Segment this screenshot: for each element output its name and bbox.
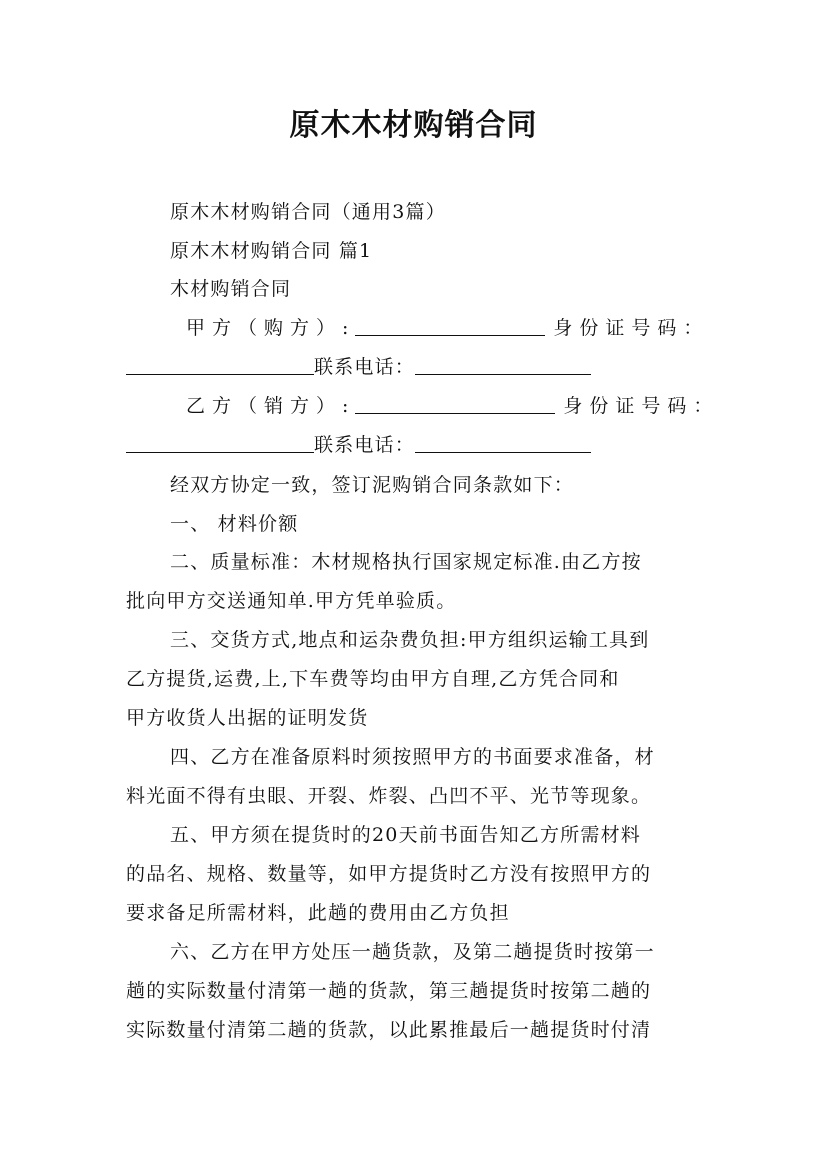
clause-3-line-2: 乙方提货,运费,上,下车费等均由甲方自理,乙方凭合同和 xyxy=(126,668,620,690)
subtitle-line: 原木木材购销合同（通用3篇） xyxy=(170,201,446,223)
clause-4-line-2: 料光面不得有虫眼、开裂、炸裂、凸凹不平、光节等现象。 xyxy=(126,785,652,807)
contract-name: 木材购销合同 xyxy=(170,278,292,300)
party-a-name-blank xyxy=(355,317,545,336)
clause-6-line-3: 实际数量付清第二趟的货款，以此累推最后一趟提货时付清 xyxy=(126,1019,652,1041)
party-a-id-label: 身份证号码： xyxy=(553,317,710,339)
party-b-phone-blank xyxy=(415,434,591,453)
party-b-name-blank xyxy=(355,395,555,414)
clause-6-line-2: 趟的实际数量付清第一趟的货款，第三趟提货时按第二趟的 xyxy=(126,980,652,1002)
clause-3-line-1: 三、交货方式,地点和运杂费负担:甲方组织运输工具到 xyxy=(170,629,650,651)
party-b-phone-label: 联系电话： xyxy=(314,434,416,456)
clause-5-line-2: 的品名、规格、数量等，如甲方提货时乙方没有按照甲方的 xyxy=(126,863,652,885)
party-a-phone-label: 联系电话： xyxy=(314,356,416,378)
clause-2-line-2: 批向甲方交送通知单.甲方凭单验质。 xyxy=(126,590,457,612)
document-title: 原木木材购销合同 xyxy=(289,108,538,143)
clause-3-line-3: 甲方收货人出据的证明发货 xyxy=(126,707,369,729)
party-b-id-label: 身份证号码： xyxy=(563,395,720,417)
party-b-label: 乙方（销方）: xyxy=(186,395,356,417)
clause-4-line-1: 四、乙方在准备原料时须按照甲方的书面要求准备，材 xyxy=(170,746,655,768)
section-heading: 原木木材购销合同 篇1 xyxy=(170,240,373,262)
party-b-id-blank xyxy=(126,434,314,453)
clause-1: 一、 材料价额 xyxy=(170,513,299,535)
party-a-phone-blank xyxy=(415,356,591,375)
party-a-id-blank xyxy=(126,356,314,375)
party-a-line-2 xyxy=(126,355,706,379)
clause-6-line-1: 六、乙方在甲方处压一趟货款，及第二趟提货时按第一 xyxy=(170,941,655,963)
intro-paragraph: 经双方协定一致，签订泥购销合同条款如下： xyxy=(170,474,575,496)
party-b-line-2 xyxy=(126,433,706,457)
clause-2-line-1: 二、质量标准：木材规格执行国家规定标准.由乙方按 xyxy=(170,551,642,573)
party-b-line xyxy=(186,394,720,418)
party-a-label: 甲方（购方）: xyxy=(186,317,356,339)
clause-5-line-3: 要求备足所需材料，此趟的费用由乙方负担 xyxy=(126,902,510,924)
party-a-line xyxy=(186,316,710,340)
clause-5-line-1: 五、甲方须在提货时的20天前书面告知乙方所需材料 xyxy=(170,824,641,846)
